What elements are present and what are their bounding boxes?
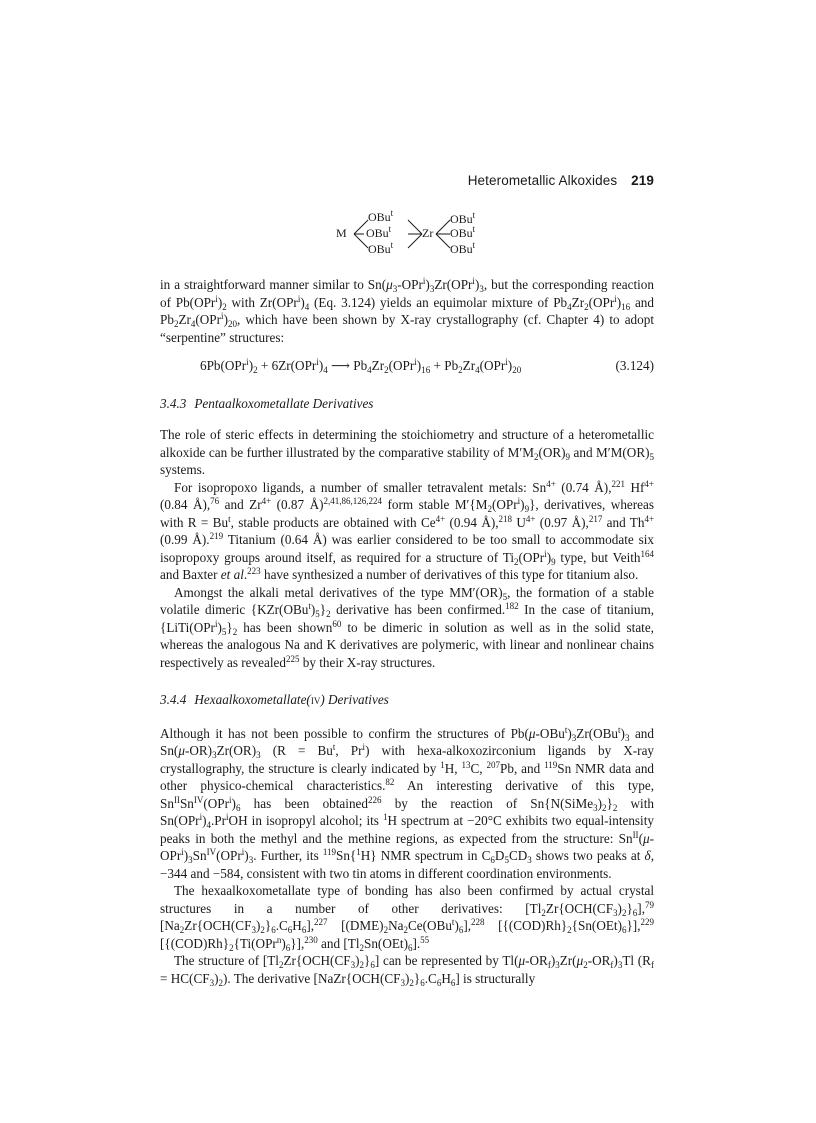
bridging-obu-middle: OBu$^t$ xyxy=(366,224,392,240)
metal-zr-label: Zr xyxy=(422,226,434,240)
equation-3-124: $6Pb(OPr^i)_2 + 6Zr(OPr^i)_4$ ⟶ $Pb_4Zr_2(OPr^i)_{16} + Pb_2Zr_4(OPr^i)_{20}$ (3.124) xyxy=(200,357,654,375)
terminal-obu-bottom: OBu$^t$ xyxy=(450,240,476,256)
paragraph: The hexaalkoxometallate type of bonding has also been confirmed by actual crystal structures in a number of other derivatives: $[Tl_2Zr\{OCH(CF_3)_2\}_6],^{79}$ $[Na_2Zr\{OCH(CF_3)_2\}_6.C_6H_6],^{227}$ $[(DME)_2Na_2Ce(OBu^t)_6],^{228}$ $[\{(COD)Rh\}_2\{Sn(OEt)_6\}],^{229}$ $[\{(COD)Rh\}_2\{Ti(OPr^n)_6\}],^{230}$ and $[Tl_2Sn(OEt)_6].^{55}$ xyxy=(160,883,654,953)
terminal-obu-top: OBu$^t$ xyxy=(450,210,476,226)
structure-diagram xyxy=(330,206,510,278)
structure-bonds xyxy=(330,206,510,278)
equation-number: (3.124) xyxy=(615,358,654,373)
running-title: Heterometallic Alkoxides xyxy=(467,173,618,188)
paragraph: Although it has not been possible to confirm the structures of $Pb(\mu-OBu^t)_3Zr(OBu^t)_3$ and $Sn(\mu-OR)_3Zr(OR)_3$ ($R = Bu^t$, Pr$^i$) with hexa-alkoxozirconium ligands by X-ray crystallography, the structure is clearly indicated by $^1$H, $^{13}$C, $^{207}$Pb, and $^{119}$Sn NMR data and other physico-chemical characteristics.$^{82}$ An interesting derivative of this type, $Sn^{II}Sn^{IV}(OPr^i)_6$ has been obtained$^{226}$ by the reaction of $Sn\{N(SiMe_3)_2\}_2$ with $Sn(OPr^i)_4.Pr^iOH$ in isopropyl alcohol; its $^1$H spectrum at −20°C exhibits two equal-intensity peaks in both the methyl and the methine regions, as expected from the structure: $Sn^{II}(\mu-OPr^i)_3Sn^{IV}(OPr^i)_3$. Further, its $^{119}$Sn{$^1$H} NMR spectrum in $C_6D_5CD_3$ shows two peaks at δ, −344 and −584, consistent with two tin atoms in different coordination environments. xyxy=(160,724,655,881)
page-number: 219 xyxy=(631,173,654,188)
bridging-obu-bottom: OBu$^t$ xyxy=(368,240,394,256)
paragraph: The role of steric effects in determining the stoichiometry and structure of a heterometallic alkoxide can be further illustrated by the comparative stability of $M'M_2(OR)_9$ and $M'M(OR)_5$ systems. xyxy=(160,427,655,477)
section-heading-3-4-3: 3.4.3 Pentaalkoxometallate Derivatives xyxy=(160,395,374,411)
bridging-obu-top: OBu$^t$ xyxy=(368,208,394,224)
metal-m-label: M xyxy=(336,226,347,240)
paragraph: in a straightforward manner similar to $Sn(\mu_3-OPr^i)_3Zr(OPr^i)_3$, but the corresponding reaction of $Pb(OPr^i)_2$ with $Zr(OPr^i)_4$ (Eq. 3.124) yields an equimolar mixture of $Pb_4Zr_2(OPr^i)_{16}$ and $Pb_2Zr_4(OPr^i)_{20}$, which have been shown by X-ray crystallography (cf. Chapter 4) to adopt “serpentine” structures: xyxy=(160,276,654,345)
running-header xyxy=(160,173,654,188)
paragraph: For isopropoxo ligands, a number of smaller tetravalent metals: $Sn^{4+}$ (0.74 Å),$^{221}$ $Hf^{4+}$ (0.84 Å),$^{76}$ and $Zr^{4+}$ (0.87 Å)$^{2,41,86,126,224}$ form stable $M'\{M_2(OPr^i)_9\}$, derivatives, whereas with $R = Bu^t$, stable products are obtained with $Ce^{4+}$ (0.94 Å),$^{218}$ $U^{4+}$ (0.97 Å),$^{217}$ and $Th^{4+}$ (0.99 Å).$^{219}$ Titanium (0.64 Å) was earlier considered to be too small to accommodate six isopropoxy groups around itself, as required for a structure of $Ti_2(OPr^i)_9$ type, but Veith$^{164}$ and Baxter et al.$^{223}$ have synthesized a number of derivatives of this type for titanium also. xyxy=(160,478,655,582)
terminal-obu-middle: OBu$^t$ xyxy=(450,224,476,240)
paragraph: Amongst the alkali metal derivatives of the type $MM'(OR)_5$, the formation of a stable volatile dimeric $\{KZr(OBu^t)_5\}_2$ derivative has been confirmed.$^{182}$ In the case of titanium, $\{LiTi(OPr^i)_5\}_2$ has been shown$^{60}$ to be dimeric in solution as well as in the solid state, whereas the analogous Na and K derivatives are polymeric, with linear and nonlinear chains respectively as revealed$^{225}$ by their X-ray structures. xyxy=(160,584,655,670)
paragraph: The structure of $[Tl_2Zr\{OCH(CF_3)_2\}_6]$ can be represented by $Tl(\mu-OR_f)_3Zr(\mu_2-OR_f)_3Tl$ $(R_f = HC(CF_3)_2)$. The derivative $[NaZr\{OCH(CF_3)_2\}_6.C_6H_6]$ is structurally xyxy=(160,953,654,988)
page-body xyxy=(160,276,654,987)
section-heading-3-4-4: 3.4.4 Hexaalkoxometallate(IV) Derivatives xyxy=(160,692,389,707)
